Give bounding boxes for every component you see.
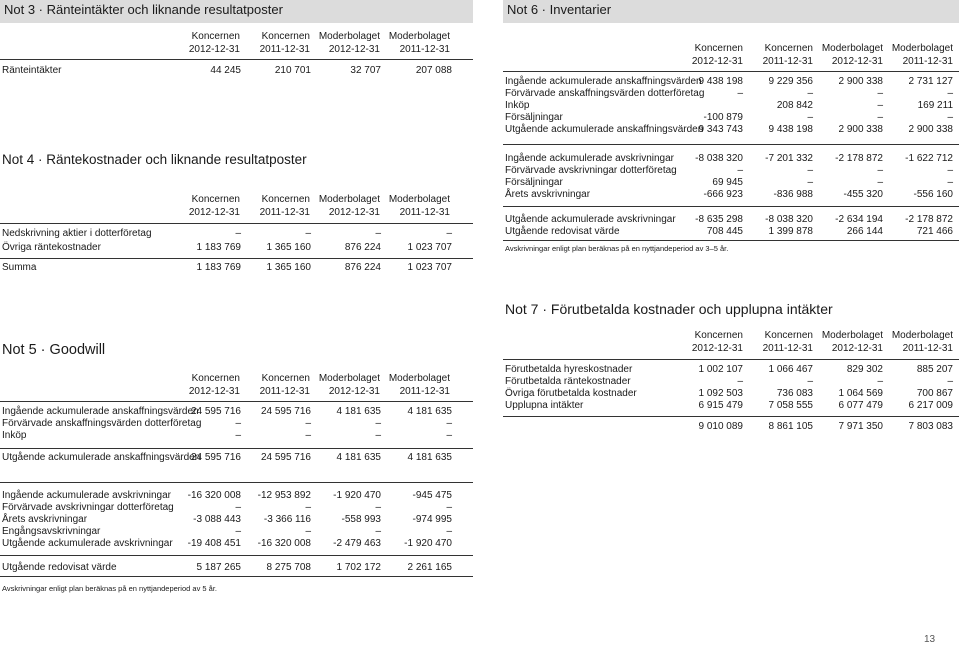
cell-a: –	[737, 88, 743, 99]
cell-b: 1 399 878	[768, 226, 813, 237]
cell-d: 4 181 635	[407, 406, 452, 417]
table-row-total	[2, 452, 452, 464]
row-label: Nedskrivning aktier i dotterföretag	[2, 228, 152, 239]
cell-c: -455 320	[843, 189, 883, 200]
note5-footnote: Avskrivningar enligt plan beräknas på en nyttjandeperiod av 5 år.	[2, 584, 217, 593]
cell-c: –	[877, 88, 883, 99]
table-row-sum	[2, 262, 452, 274]
cell-b: 736 083	[776, 388, 813, 399]
note6-group2	[505, 153, 953, 201]
table-row	[505, 226, 953, 238]
row-label: Ingående ackumulerade avskrivningar	[2, 490, 171, 501]
note6-col-header-d: Moderbolaget 2011-12-31	[891, 43, 953, 67]
note7-col-header-b: Koncernen 2011-12-31	[762, 330, 813, 354]
cell-b: –	[305, 502, 311, 513]
note4-col-header-a: Koncernen 2012-12-31	[188, 194, 240, 218]
cell-c: 829 302	[846, 364, 883, 375]
cell-b: 1 066 467	[768, 364, 813, 375]
table-row	[505, 124, 953, 136]
row-label: Försäljningar	[505, 177, 563, 188]
cell-b: 1 365 160	[266, 262, 311, 273]
row-label: Utgående ackumulerade avskrivningar	[505, 214, 676, 225]
row-label: Övriga förutbetalda kostnader	[505, 388, 637, 399]
note5-col-header-a: Koncernen 2012-12-31	[188, 373, 240, 397]
row-label: Upplupna intäkter	[505, 400, 584, 411]
cell-b: 9 438 198	[768, 124, 813, 135]
cell-b: 1 365 160	[266, 242, 311, 253]
cell-c: 1 064 569	[838, 388, 883, 399]
note7-total	[505, 421, 953, 433]
cell-b: 24 595 716	[260, 452, 311, 463]
cell-c: –	[375, 418, 381, 429]
cell-c: –	[877, 177, 883, 188]
row-label: Utgående ackumulerade avskrivningar	[2, 538, 173, 549]
note6-group1	[505, 76, 953, 136]
cell-a: 1 002 107	[698, 364, 743, 375]
cell-b: 210 701	[274, 65, 311, 76]
cell-b: 9 229 356	[768, 76, 813, 87]
note4-col-header-c: Moderbolaget 2012-12-31	[318, 194, 380, 218]
cell-c: –	[375, 502, 381, 513]
cell-d: -1 920 470	[404, 538, 452, 549]
table-row	[505, 376, 953, 388]
cell-b: 208 842	[776, 100, 813, 111]
note4-col-header-d: Moderbolaget 2011-12-31	[388, 194, 450, 218]
cell-c: –	[877, 165, 883, 176]
row-label: Inköp	[2, 430, 27, 441]
cell-d: -945 475	[412, 490, 452, 501]
cell-c: 4 181 635	[336, 452, 381, 463]
table-row	[505, 364, 953, 376]
note4-col-header-b: Koncernen 2011-12-31	[259, 194, 310, 218]
cell-a: -666 923	[703, 189, 743, 200]
cell-b: 7 058 555	[768, 400, 813, 411]
cell-c: 2 900 338	[838, 76, 883, 87]
row-label: Försäljningar	[505, 112, 563, 123]
cell-d: 4 181 635	[407, 452, 452, 463]
cell-a: 1 183 769	[196, 242, 241, 253]
cell-a: 9 438 198	[698, 76, 743, 87]
row-label: Förvärvade avskrivningar dotterföretag	[505, 165, 677, 176]
cell-c: -558 993	[341, 514, 381, 525]
cell-b: –	[807, 177, 813, 188]
cell-a: 9 010 089	[698, 421, 743, 432]
cell-d: –	[446, 502, 452, 513]
cell-c: 1 702 172	[336, 562, 381, 573]
cell-d: 700 867	[916, 388, 953, 399]
note3-title: Not 3 · Ränteintäkter och liknande resultatposter	[4, 2, 283, 17]
row-label: Ingående ackumulerade anskaffningsvärden	[505, 76, 702, 87]
note3-title-band	[0, 0, 473, 23]
cell-b: -7 201 332	[765, 153, 813, 164]
note6-footnote: Avskrivningar enligt plan beräknas på en nyttjandeperiod av 3–5 år.	[505, 244, 729, 253]
cell-a: 5 187 265	[196, 562, 241, 573]
note5-title: Not 5 · Goodwill	[2, 342, 106, 358]
cell-d: –	[446, 526, 452, 537]
cell-d: –	[947, 165, 953, 176]
cell-d: 721 466	[916, 226, 953, 237]
cell-d: 2 261 165	[407, 562, 452, 573]
cell-b: -836 988	[773, 189, 813, 200]
cell-c: –	[375, 430, 381, 441]
cell-c: 876 224	[344, 262, 381, 273]
cell-c: 7 971 350	[838, 421, 883, 432]
cell-d: 6 217 009	[908, 400, 953, 411]
note5-col-header-c: Moderbolaget 2012-12-31	[318, 373, 380, 397]
cell-b: –	[305, 526, 311, 537]
cell-d: -2 178 872	[905, 214, 953, 225]
cell-b: -16 320 008	[257, 538, 311, 549]
table-row	[2, 514, 452, 526]
note4-header-rule	[0, 223, 473, 224]
row-label: Summa	[2, 262, 37, 273]
cell-d: 207 088	[415, 65, 452, 76]
cell-c: -2 634 194	[835, 214, 883, 225]
note7-header-rule	[503, 359, 959, 360]
cell-d: –	[446, 430, 452, 441]
row-label: Årets avskrivningar	[505, 189, 591, 200]
row-label: Förutbetalda räntekostnader	[505, 376, 631, 387]
cell-a: –	[235, 228, 241, 239]
cell-c: -2 178 872	[835, 153, 883, 164]
cell-c: 2 900 338	[838, 124, 883, 135]
note5-residual-rule	[0, 576, 473, 577]
cell-d: –	[947, 376, 953, 387]
cell-a: 1 092 503	[698, 388, 743, 399]
table-row	[505, 153, 953, 165]
note3-col-header-b: Koncernen 2011-12-31	[259, 31, 310, 55]
note5-col-header-d: Moderbolaget 2011-12-31	[388, 373, 450, 397]
cell-b: –	[807, 112, 813, 123]
cell-b: –	[305, 228, 311, 239]
table-row	[505, 100, 953, 112]
cell-a: 708 445	[706, 226, 743, 237]
row-label: Utgående redovisat värde	[2, 562, 117, 573]
cell-d: –	[947, 88, 953, 99]
note5-col-header-b: Koncernen 2011-12-31	[259, 373, 310, 397]
cell-a: -19 408 451	[187, 538, 241, 549]
note7-total-rule	[503, 416, 959, 417]
note5-group1	[2, 406, 452, 442]
note3-table	[2, 65, 452, 77]
cell-b: -3 366 116	[263, 514, 311, 525]
note5-residual	[2, 562, 452, 574]
note3-col-header-d: Moderbolaget 2011-12-31	[388, 31, 450, 55]
table-row	[2, 228, 452, 240]
table-row	[505, 76, 953, 88]
table-row	[505, 165, 953, 177]
cell-c: –	[877, 112, 883, 123]
note4-table	[2, 228, 452, 254]
table-row	[2, 242, 452, 254]
row-label: Övriga räntekostnader	[2, 242, 101, 253]
cell-c: -1 920 470	[333, 490, 381, 501]
note3-col-header-c: Moderbolaget 2012-12-31	[318, 31, 380, 55]
note7-title: Not 7 · Förutbetalda kostnader och upplupna intäkter	[505, 301, 833, 317]
cell-d: –	[947, 112, 953, 123]
note3-col-header-a: Koncernen 2012-12-31	[188, 31, 240, 55]
table-row	[505, 177, 953, 189]
cell-a: -8 635 298	[695, 214, 743, 225]
row-label: Årets avskrivningar	[2, 514, 88, 525]
cell-c: –	[877, 100, 883, 111]
note6-group2-rule	[503, 206, 959, 207]
cell-b: –	[807, 376, 813, 387]
row-label: Utgående ackumulerade anskaffningsvärden	[505, 124, 704, 135]
note6-col-header-b: Koncernen 2011-12-31	[762, 43, 813, 67]
cell-b: 24 595 716	[260, 406, 311, 417]
table-row-total	[505, 421, 953, 433]
cell-b: –	[807, 88, 813, 99]
cell-c: 876 224	[344, 242, 381, 253]
table-row	[2, 418, 452, 430]
cell-a: 6 915 479	[698, 400, 743, 411]
cell-d: -1 622 712	[905, 153, 953, 164]
cell-b: -12 953 892	[257, 490, 311, 501]
note5-group1-rule	[0, 448, 473, 449]
cell-a: –	[235, 526, 241, 537]
row-label: Engångsavskrivningar	[2, 526, 101, 537]
cell-c: 266 144	[846, 226, 883, 237]
row-label: Inköp	[505, 100, 530, 111]
note3-header-rule	[0, 59, 473, 60]
table-row	[505, 214, 953, 226]
table-row	[505, 400, 953, 412]
note6-col-header-c: Moderbolaget 2012-12-31	[821, 43, 883, 67]
cell-d: -974 995	[412, 514, 452, 525]
row-label: Ingående ackumulerade avskrivningar	[505, 153, 674, 164]
row-label: Förvärvade anskaffningsvärden dotterföretag	[505, 88, 705, 99]
cell-b: 8 275 708	[266, 562, 311, 573]
note7-col-header-c: Moderbolaget 2012-12-31	[821, 330, 883, 354]
table-row	[505, 88, 953, 100]
note6-title: Not 6 · Inventarier	[507, 2, 612, 17]
cell-a: –	[235, 502, 241, 513]
row-label: Ingående ackumulerade anskaffningsvärden	[2, 406, 199, 417]
cell-c: 4 181 635	[336, 406, 381, 417]
cell-d: -556 160	[913, 189, 953, 200]
table-row	[505, 189, 953, 201]
cell-a: –	[235, 418, 241, 429]
note6-group3	[505, 214, 953, 238]
cell-c: –	[375, 228, 381, 239]
row-label: Utgående ackumulerade anskaffningsvärden	[2, 452, 201, 463]
note5-group2	[2, 490, 452, 550]
cell-d: 7 803 083	[908, 421, 953, 432]
cell-d: –	[947, 177, 953, 188]
cell-a: –	[235, 430, 241, 441]
table-row	[2, 538, 452, 550]
cell-a: -3 088 443	[193, 514, 241, 525]
cell-a: -100 879	[703, 112, 743, 123]
row-label: Utgående redovisat värde	[505, 226, 620, 237]
cell-a: 1 183 769	[196, 262, 241, 273]
note7-col-header-d: Moderbolaget 2011-12-31	[891, 330, 953, 354]
table-row	[2, 526, 452, 538]
note5-header-rule	[0, 401, 473, 402]
table-row	[2, 502, 452, 514]
cell-d: 2 731 127	[908, 76, 953, 87]
cell-c: –	[375, 526, 381, 537]
note5-section-rule	[0, 482, 473, 483]
table-row	[2, 430, 452, 442]
note6-header-rule	[503, 71, 959, 72]
note4-sum-rule	[0, 258, 473, 259]
cell-b: –	[305, 430, 311, 441]
note4-title: Not 4 · Räntekostnader och liknande resultatposter	[2, 152, 307, 167]
cell-d: –	[446, 228, 452, 239]
note6-title-band	[503, 0, 959, 23]
cell-c: -2 479 463	[333, 538, 381, 549]
cell-b: –	[305, 418, 311, 429]
note6-col-header-a: Koncernen 2012-12-31	[691, 43, 743, 67]
note4-sum	[2, 262, 452, 274]
cell-c: –	[877, 376, 883, 387]
cell-a: 44 245	[210, 65, 241, 76]
cell-b: -8 038 320	[765, 214, 813, 225]
cell-b: 8 861 105	[768, 421, 813, 432]
row-label: Förutbetalda hyreskostnader	[505, 364, 633, 375]
table-row	[2, 406, 452, 418]
table-row	[505, 388, 953, 400]
note6-section-rule	[503, 144, 959, 145]
cell-a: 9 343 743	[698, 124, 743, 135]
row-label: Förvärvade avskrivningar dotterföretag	[2, 502, 174, 513]
page-number: 13	[924, 634, 936, 645]
cell-a: –	[737, 165, 743, 176]
cell-c: 32 707	[350, 65, 381, 76]
table-row-residual	[2, 562, 452, 574]
cell-d: 885 207	[916, 364, 953, 375]
row-label: Ränteintäkter	[2, 65, 62, 76]
table-row	[2, 490, 452, 502]
note5-group2-rule	[0, 555, 473, 556]
cell-a: 24 595 716	[190, 452, 241, 463]
row-label: Förvärvade anskaffningsvärden dotterföretag	[2, 418, 202, 429]
cell-d: 1 023 707	[407, 262, 452, 273]
cell-c: 6 077 479	[838, 400, 883, 411]
note5-group1-total	[2, 452, 452, 464]
cell-a: -16 320 008	[187, 490, 241, 501]
cell-d: 2 900 338	[908, 124, 953, 135]
cell-d: –	[446, 418, 452, 429]
cell-d: 1 023 707	[407, 242, 452, 253]
table-row	[505, 112, 953, 124]
cell-a: 69 945	[712, 177, 743, 188]
table-row	[2, 65, 452, 77]
cell-b: –	[807, 165, 813, 176]
note6-group3-rule	[503, 240, 959, 241]
note7-table	[505, 364, 953, 412]
note7-col-header-a: Koncernen 2012-12-31	[691, 330, 743, 354]
cell-d: 169 211	[917, 100, 953, 111]
cell-a: 24 595 716	[190, 406, 241, 417]
cell-a: -8 038 320	[695, 153, 743, 164]
cell-a: –	[737, 376, 743, 387]
